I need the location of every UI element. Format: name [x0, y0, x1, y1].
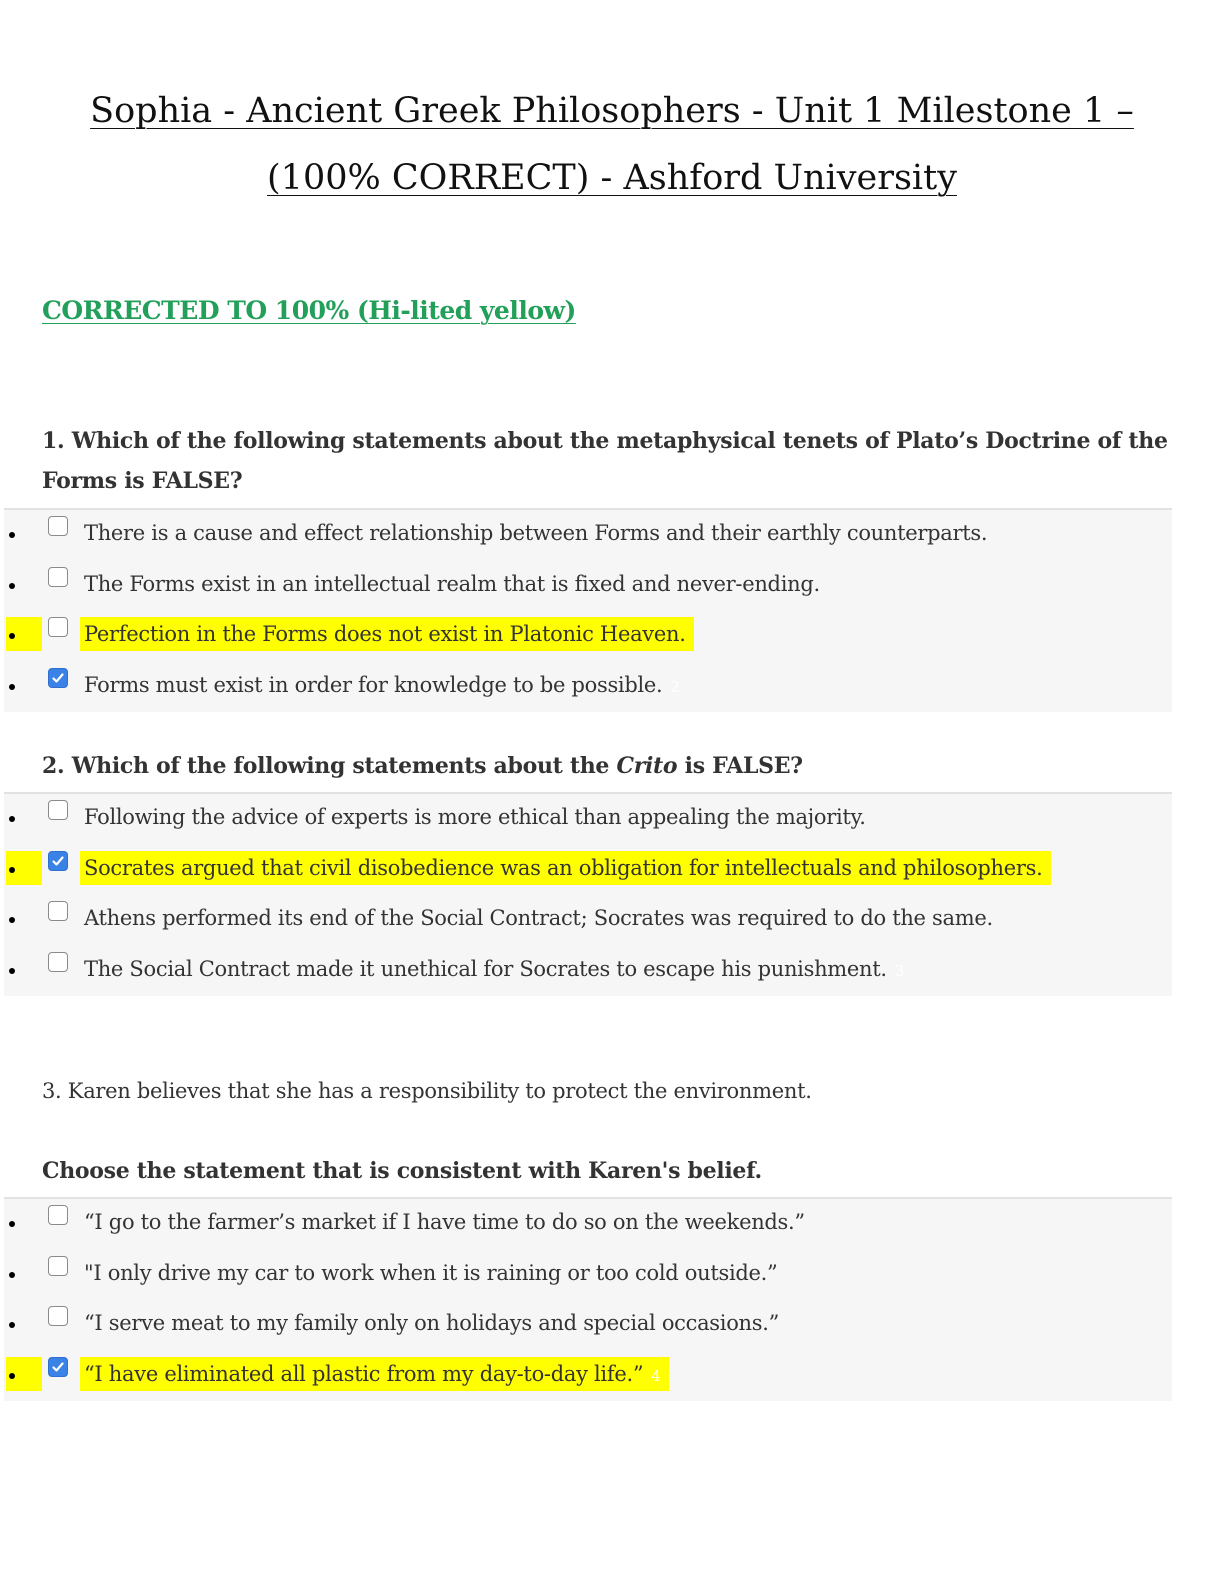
checkbox-empty-icon[interactable] — [48, 800, 68, 820]
answer-option[interactable] — [4, 845, 1172, 896]
bullet-icon — [9, 1221, 15, 1227]
question-3-intro: 3. Karen believes that she has a responsibility to protect the environment. — [42, 1079, 812, 1103]
answer-option-text — [80, 668, 684, 702]
question-2 — [42, 746, 1182, 786]
answer-option-text — [80, 516, 991, 550]
checkbox-empty-icon[interactable] — [48, 1205, 68, 1225]
title-line-2: (100% CORRECT) - Ashford University — [267, 158, 957, 198]
title-line-1: Sophia - Ancient Greek Philosophers - Unit 1 Milestone 1 – — [90, 91, 1134, 131]
bullet-icon — [9, 633, 15, 639]
answer-option-label: Socrates argued that civil disobedience was an obligation for intellectuals and philosophers. — [84, 855, 1043, 880]
corrected-note: CORRECTED TO 100% (Hi-lited yellow) — [42, 296, 576, 325]
answer-option-label: "I only drive my car to work when it is raining or too cold outside.” — [84, 1260, 778, 1285]
question-3: Choose the statement that is consistent with Karen's belief. — [42, 1158, 762, 1184]
answer-option-label: The Social Contract made it unethical for Socrates to escape his punishment. — [84, 956, 887, 981]
question-2-emphasis: Crito — [616, 753, 678, 779]
checkbox-checked-icon[interactable] — [48, 851, 68, 871]
checkbox-empty-icon[interactable] — [48, 567, 68, 587]
footnote-marker: 2 — [670, 677, 680, 696]
footnote-marker: 4 — [651, 1366, 661, 1385]
checkbox-empty-icon[interactable] — [48, 617, 68, 637]
checkbox-empty-icon[interactable] — [48, 901, 68, 921]
answer-option[interactable] — [4, 1199, 1172, 1250]
question-1: 1. Which of the following statements about the metaphysical tenets of Plato’s Doctrine of the Forms is FALSE? — [42, 428, 1168, 494]
answer-option-label: “I serve meat to my family only on holidays and special occasions.” — [84, 1311, 780, 1335]
checkbox-empty-icon[interactable] — [48, 952, 68, 972]
answer-option[interactable] — [4, 611, 1172, 662]
answer-option[interactable] — [4, 1300, 1172, 1351]
answer-option[interactable] — [4, 510, 1172, 561]
bullet-icon — [9, 1322, 15, 1328]
checkbox-checked-icon[interactable] — [48, 1357, 68, 1377]
answer-option[interactable] — [4, 946, 1172, 997]
answer-option-label: “I have eliminated all plastic from my day-to-day life.” — [84, 1361, 644, 1386]
bullet-icon — [9, 684, 15, 690]
question-1-options — [4, 508, 1172, 712]
answer-option-text — [80, 851, 1051, 885]
bullet-icon — [9, 816, 15, 822]
answer-option[interactable] — [4, 1250, 1172, 1301]
answer-option-text — [80, 800, 870, 834]
answer-option-text — [80, 1306, 783, 1340]
bullet-icon — [9, 1373, 15, 1379]
answer-option-text — [80, 567, 824, 601]
answer-option[interactable] — [4, 794, 1172, 845]
checkbox-empty-icon[interactable] — [48, 516, 68, 536]
answer-option-text — [80, 952, 908, 986]
bullet-icon — [9, 917, 15, 923]
answer-option[interactable] — [4, 1351, 1172, 1402]
answer-option-text — [80, 1205, 809, 1239]
bullet-icon — [9, 532, 15, 538]
question-2-prefix: 2. Which of the following statements about the — [42, 753, 617, 779]
answer-option[interactable] — [4, 662, 1172, 713]
answer-option[interactable] — [4, 895, 1172, 946]
question-3-options — [4, 1197, 1172, 1401]
answer-option-label: Perfection in the Forms does not exist in Platonic Heaven. — [84, 622, 686, 646]
checkbox-empty-icon[interactable] — [48, 1306, 68, 1326]
answer-option[interactable] — [4, 561, 1172, 612]
answer-option-text — [80, 617, 694, 651]
bullet-icon — [9, 968, 15, 974]
bullet-icon — [9, 583, 15, 589]
answer-option-text — [80, 1256, 781, 1290]
answer-option-label: “I go to the farmer’s market if I have time to do so on the weekends.” — [84, 1210, 805, 1234]
footnote-marker: 3 — [894, 961, 905, 980]
answer-option-label: The Forms exist in an intellectual realm that is fixed and never-ending. — [84, 571, 820, 596]
answer-option-text — [80, 901, 997, 935]
checkbox-checked-icon[interactable] — [48, 668, 68, 688]
question-2-suffix: is FALSE? — [677, 753, 803, 779]
answer-option-label: Athens performed its end of the Social Contract; Socrates was required to do the same. — [84, 906, 993, 930]
answer-option-label: There is a cause and effect relationship between Forms and their earthly counterparts. — [84, 521, 988, 545]
question-2-options — [4, 792, 1172, 996]
checkbox-empty-icon[interactable] — [48, 1256, 68, 1276]
answer-option-label: Forms must exist in order for knowledge to be possible. — [84, 672, 663, 697]
answer-option-text — [80, 1357, 669, 1391]
bullet-icon — [9, 867, 15, 873]
bullet-icon — [9, 1272, 15, 1278]
document-title — [0, 78, 1224, 212]
answer-option-label: Following the advice of experts is more ethical than appealing the majority. — [84, 805, 866, 829]
